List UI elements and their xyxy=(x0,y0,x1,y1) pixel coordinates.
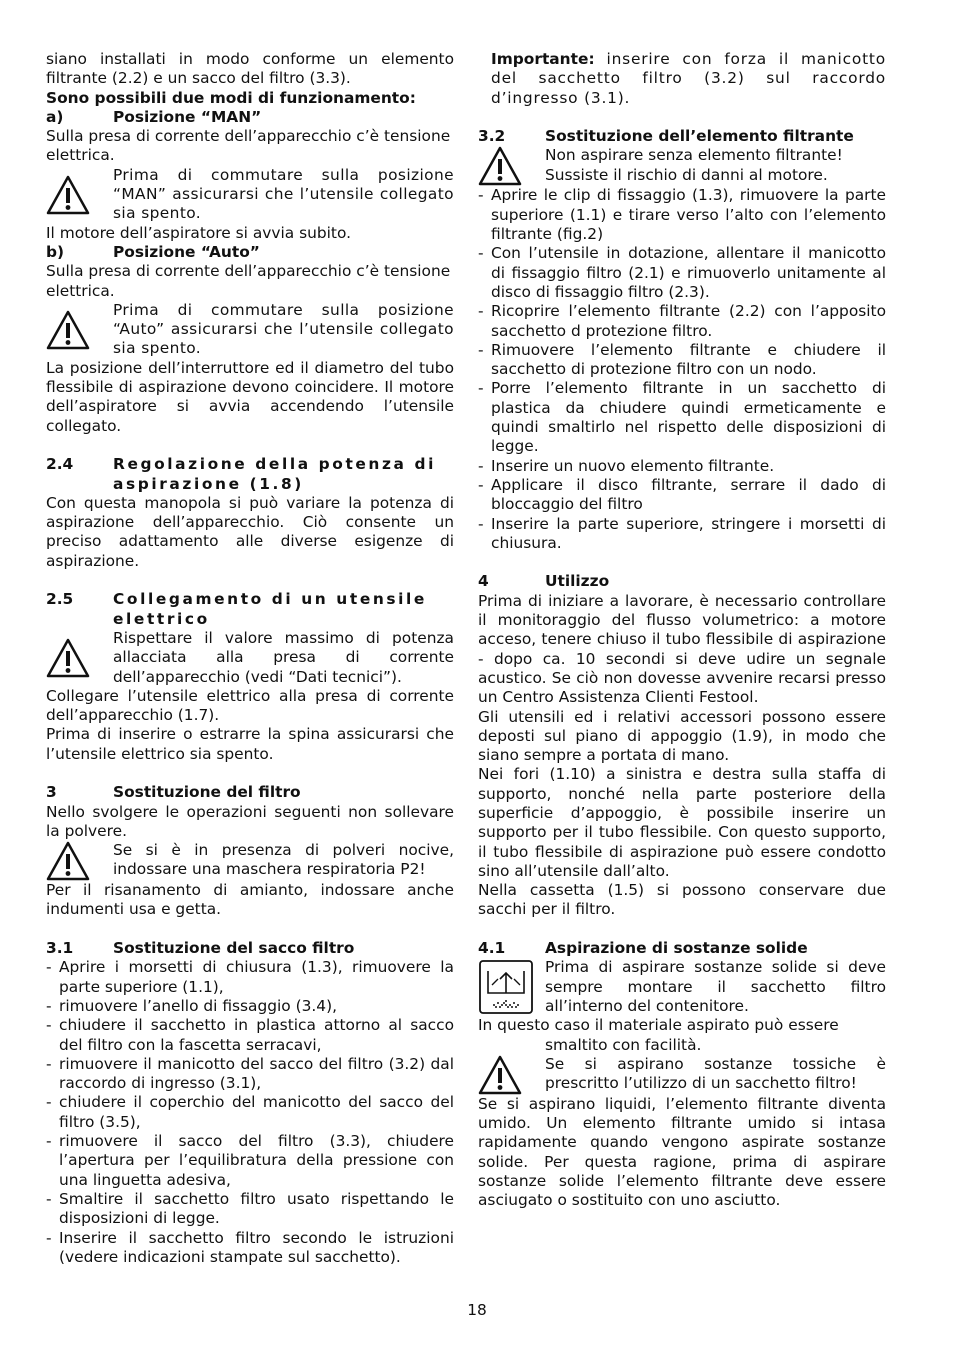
paragraph: La posizione dell’interruttore ed il diametro del tubo flessibile di aspirazione devono coincidere. Il motore dell’aspiratore si avvia accendendo l’utensile collegato. xyxy=(46,358,454,435)
heading-number: 4 xyxy=(478,572,489,591)
paragraph: Per il risanamento di amianto, indossare anche indumenti usa e getta. xyxy=(46,881,454,919)
heading-number: a) xyxy=(46,107,64,126)
paragraph: smaltito con facilità. xyxy=(545,1035,702,1054)
warning-triangle-icon xyxy=(46,629,113,687)
list-item: - rimuovere il sacco del filtro (3.3), chiudere l’apertura per l’equilibratura della pressione con una linguetta adesiva, xyxy=(46,1132,454,1189)
list-item: - Inserire un nuovo elemento filtrante. xyxy=(478,456,775,475)
paragraph: Prima di iniziare a lavorare, è necessario controllare il monitoraggio del flusso volumetrico: a motore acceso, tenere chiuso il tubo flessibile di aspirazione - dopo ca. 10 secondi si deve udire un segnale acustico. Se ciò non dovesse avvenire recarsi presso un Centro Assistenza Clienti Festool. xyxy=(478,591,886,707)
paragraph: Il motore dell’aspiratore si avvia subito. xyxy=(46,223,351,242)
paragraph: Sulla presa di corrente dell’apparecchio c’è tensione elettrica. xyxy=(46,262,451,300)
warning-block xyxy=(46,629,454,687)
paragraph: Nello svolgere le operazioni seguenti non sollevare la polvere. xyxy=(46,802,454,840)
list-item: - Inserire la parte superiore, stringere i morsetti di chiusura. xyxy=(478,514,886,552)
list-3-2 xyxy=(478,186,886,553)
heading-number: 2.4 xyxy=(46,455,74,474)
warning-block xyxy=(478,1055,886,1095)
paragraph: Sulla presa di corrente dell’apparecchio c’è tensione elettrica. xyxy=(46,127,451,165)
list-item: - Con l’utensile in dotazione, allentare il manicotto di fissaggio filtro (2.1) e rimuoverlo unitamente al disco di fissaggio filtro (2.3). xyxy=(478,244,886,301)
warning-block xyxy=(478,146,886,186)
heading-3-1 xyxy=(46,939,454,958)
list-item: - Aprire le clip di fissaggio (1.3), rimuovere la parte superiore (1.1) e tirare verso l’alto con l’elemento filtrante (fig.2) xyxy=(478,186,886,244)
info-text: Prima di aspirare sostanze solide si deve sempre montare il sacchetto filtro all’interno del contenitore. xyxy=(545,958,886,1015)
heading-title: Aspirazione di sostanze solide xyxy=(545,939,808,958)
warning-triangle-icon xyxy=(478,146,545,186)
list-item: - rimuovere l’anello di fissaggio (3.4), xyxy=(46,996,337,1015)
warning-triangle-icon xyxy=(46,301,113,359)
list-item: - chiudere il sacchetto in plastica attorno al sacco del filtro con la fascetta serracavi, xyxy=(46,1016,454,1054)
warning-text: Prima di commutare sulla posizione “Auto” assicurarsi che l’utensile collegato sia spento. xyxy=(113,300,454,358)
paragraph: Nella cassetta (1.5) si possono conservare due sacchi per il filtro. xyxy=(478,881,886,919)
heading-title: Sostituzione del filtro xyxy=(113,783,301,802)
paragraph: Nei fori (1.10) a sinistra e destra sulla staffa di supporto, nonché nella parte posteriore della superficie d’appoggio, è possibile inserire un supporto per il tubo flessibile. Con questo supporto, il tubo flessibile di aspirazione può essere condotto sino all’utensile dall’alto. xyxy=(478,765,886,880)
warning-block xyxy=(46,301,454,359)
warning-triangle-icon xyxy=(46,166,113,224)
heading-number: 2.5 xyxy=(46,590,74,609)
list-item: - Inserire il sacchetto filtro secondo le istruzioni (vedere indicazioni stampate sul sacchetto). xyxy=(46,1228,454,1266)
important-label: Importante: xyxy=(491,50,595,68)
heading-number: 4.1 xyxy=(478,939,506,958)
important-text: inserire con forza il manicotto del sacchetto filtro (3.2) sul raccordo d’ingresso (3.1). xyxy=(491,50,886,107)
list-item: - rimuovere il manicotto del sacco del filtro (3.2) dal raccordo di ingresso (3.1), xyxy=(46,1054,454,1093)
list-item: - chiudere il coperchio del manicotto del sacco del filtro (3.5), xyxy=(46,1093,454,1131)
paragraph: Prima di inserire o estrarre la spina assicurarsi che l’utensile elettrico sia spento. xyxy=(46,725,454,763)
heading-4-1 xyxy=(478,939,886,958)
list-item: - Aprire i morsetti di chiusura (1.3), rimuovere la parte superiore (1.1), xyxy=(46,958,454,996)
warning-text: Non aspirare senza elemento filtrante! Sussiste il rischio di danni al motore. xyxy=(545,146,843,184)
solid-particles-icon xyxy=(478,958,545,1016)
warning-text: Rispettare il valore massimo di potenza allacciata alla presa di corrente dell’apparecchio (vedi “Dati tecnici”). xyxy=(113,628,454,686)
paragraph: In questo caso il materiale aspirato può essere xyxy=(478,1016,839,1035)
heading-title: Posizione “Auto” xyxy=(113,242,260,261)
heading-2-5 xyxy=(46,590,454,629)
paragraph: Gli utensili ed i relativi accessori possono essere deposti sul piano di appoggio (1.9), in modo che siano sempre a portata di mano. xyxy=(478,707,886,765)
list-item: - Porre l’elemento filtrante in un sacchetto di plastica da chiudere quindi ermeticamente e quindi smaltirlo nel rispetto delle disposizioni di legge. xyxy=(478,379,886,456)
warning-triangle-icon xyxy=(46,841,113,881)
heading-number: b) xyxy=(46,242,65,261)
important-note xyxy=(478,50,886,108)
right-column xyxy=(478,50,886,1211)
paragraph: Se si aspirano liquidi, l’elemento filtrante diventa umido. Un elemento filtrante umido si intasa rapidamente quando vengono aspirate sostanze solide. Per questa ragione, prima di aspirare sostanze solide l’elemento filtrante deve essere asciugato o sostituito con uno asciutto. xyxy=(478,1094,886,1210)
heading-number: 3.2 xyxy=(478,127,506,146)
warning-triangle-icon xyxy=(478,1055,545,1095)
paragraph: Con questa manopola si può variare la potenza di aspirazione dell’apparecchio. Ciò consente un preciso adattamento alle diverse esigenze di aspirazione. xyxy=(46,493,454,570)
list-item: - Smaltire il sacchetto filtro usato rispettando le disposizioni di legge. xyxy=(46,1189,454,1228)
warning-text: Se si è in presenza di polveri nocive, indossare una maschera respiratoria P2! xyxy=(113,841,454,879)
heading-mode-a xyxy=(46,108,454,127)
heading-4 xyxy=(478,572,886,591)
warning-block xyxy=(46,841,454,881)
info-block xyxy=(478,958,886,1016)
paragraph: Collegare l’utensile elettrico alla presa di corrente dell’apparecchio (1.7). xyxy=(46,686,454,725)
heading-title: Utilizzo xyxy=(545,572,610,591)
heading-number: 3.1 xyxy=(46,939,74,958)
page-number: 18 xyxy=(467,1301,487,1319)
heading-title: Regolazione della potenza di aspirazione (1.8) xyxy=(113,455,436,493)
list-item: - Ricoprire l’elemento filtrante (2.2) con l’apposito sacchetto d protezione filtro. xyxy=(478,302,886,340)
heading-2-4 xyxy=(46,455,454,494)
intro-paragraph: siano installati in modo conforme un elemento filtrante (2.2) e un sacco del filtro (3.3). xyxy=(46,50,454,88)
heading-mode-b xyxy=(46,243,454,262)
list-3-1 xyxy=(46,958,454,1267)
warning-text: Se si aspirano sostanze tossiche è prescritto l’utilizzo di un sacchetto filtro! xyxy=(545,1054,886,1093)
list-item: - Rimuovere l’elemento filtrante e chiudere il sacchetto di protezione filtro con un nodo. xyxy=(478,340,886,379)
heading-number: 3 xyxy=(46,783,57,802)
heading-title: Collegamento di un utensile elettrico xyxy=(113,590,427,628)
modes-title: Sono possibili due modi di funzionamento: xyxy=(46,88,416,107)
heading-title: Sostituzione dell’elemento filtrante xyxy=(545,127,854,146)
list-item: - Applicare il disco filtrante, serrare il dado di bloccaggio del filtro xyxy=(478,475,886,514)
left-column xyxy=(46,50,454,1267)
heading-3-2 xyxy=(478,127,886,146)
heading-title: Sostituzione del sacco filtro xyxy=(113,939,355,958)
heading-title: Posizione “MAN” xyxy=(113,107,262,126)
heading-3 xyxy=(46,783,454,802)
warning-block xyxy=(46,166,454,224)
warning-text: Prima di commutare sulla posizione “MAN” assicurarsi che l’utensile collegato sia spento. xyxy=(113,165,454,223)
